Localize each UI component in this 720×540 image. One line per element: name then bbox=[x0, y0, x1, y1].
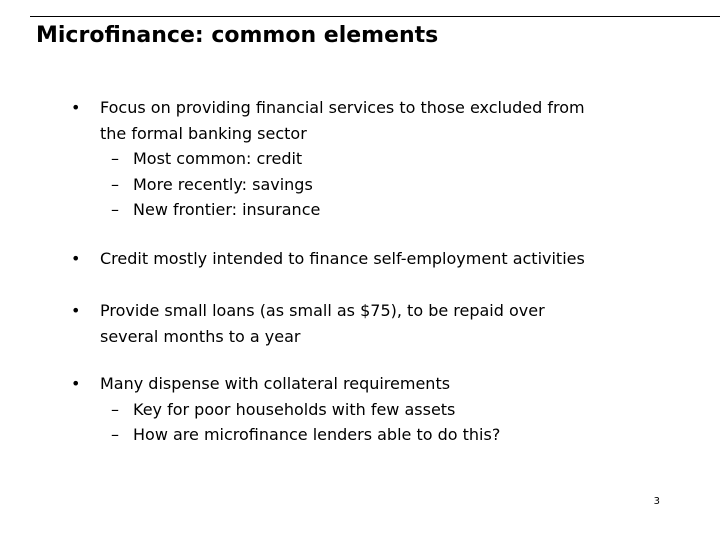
sub-bullet-text: Key for poor households with few assets bbox=[133, 399, 456, 419]
sub-bullet-text: New frontier: insurance bbox=[133, 200, 321, 219]
dash-marker: – bbox=[111, 149, 119, 168]
bullet-marker: • bbox=[71, 249, 81, 268]
bullet-marker: • bbox=[71, 301, 81, 320]
dash-marker: – bbox=[111, 174, 119, 194]
sub-bullet-item bbox=[100, 397, 680, 423]
sub-bullet-text: More recently: savings bbox=[133, 174, 313, 194]
sub-bullet-item bbox=[100, 146, 680, 172]
bullet-item bbox=[71, 298, 680, 349]
bullet-marker: • bbox=[71, 374, 81, 393]
dash-marker: – bbox=[111, 200, 119, 219]
bullet-text-line: Many dispense with collateral requirements bbox=[100, 374, 451, 393]
bullet-item bbox=[71, 371, 680, 448]
sub-bullet-text: Most common: credit bbox=[133, 149, 303, 168]
bullet-text-line: several months to a year bbox=[100, 326, 301, 346]
sub-bullet-item bbox=[100, 422, 680, 448]
sub-bullet-list bbox=[100, 397, 680, 448]
bullet-text-line: the formal banking sector bbox=[100, 123, 307, 143]
sub-bullet-list bbox=[100, 146, 680, 223]
slide-title: Microfinance: common elements bbox=[36, 23, 439, 48]
bullet-item bbox=[71, 95, 680, 223]
sub-bullet-item bbox=[100, 172, 680, 198]
dash-marker: – bbox=[111, 399, 119, 419]
bullet-text-line: Credit mostly intended to finance self-employment activities bbox=[100, 249, 585, 268]
bullet-item bbox=[71, 246, 680, 272]
bullet-marker: • bbox=[71, 98, 81, 117]
sub-bullet-item bbox=[100, 197, 680, 223]
page-number: 3 bbox=[653, 496, 660, 507]
bullet-text-line: Focus on providing financial services to those excluded from bbox=[100, 98, 585, 117]
bullet-text-line: Provide small loans (as small as $75), to be repaid over bbox=[100, 301, 545, 320]
sub-bullet-text: How are microfinance lenders able to do this? bbox=[133, 425, 501, 444]
dash-marker: – bbox=[111, 425, 119, 444]
